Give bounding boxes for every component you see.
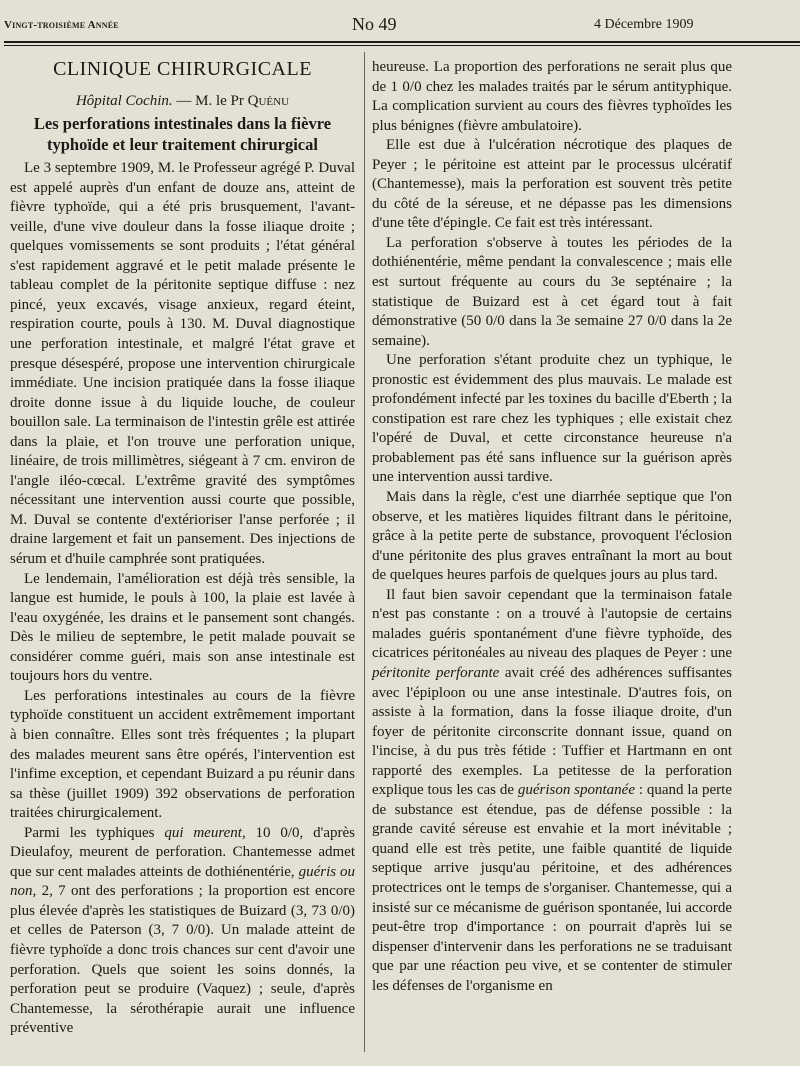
text-run: : quand la perte de substance est étendue, pas de défense possible : la grande cavité séreuse est envahie et la mort inévitable ; quand elle est très petite, une faible quantité de liquide septique arrive jusqu'au péritoine, et des adhérences protectrices ont le temps de s'organiser. Chantemesse, qui a insisté sur ce mécanisme de guérison spontanée, lui accorde peut-être trop d'importance : on pourrait d'après lui se dispenser d'intervenir dans les perforations ne se traduisant que par une réaction peu vive, et se contenter de stimuler les défenses de l'organisme en: [372, 782, 732, 994]
byline: [10, 92, 355, 112]
paragraph: [372, 586, 732, 996]
text-run: avait créé des adhérences suffisantes avec l'épiploon ou une anse intestinale. D'autres fois, on assiste à la formation, dans la fosse iliaque droite, d'un foyer de péritonite circonscrite donnant issue, quand on l'incise, à du pus très fétide : Tuffier et Hartmann en ont rapporté des exemples. La petitesse de la perforation explique tous les cas de: [372, 664, 732, 799]
issue-number: No 49: [352, 14, 397, 34]
byline-author: Quénu: [247, 92, 290, 109]
paragraph: Le lendemain, l'amélioration est déjà très sensible, la langue est humide, le pouls à 100, la plaie est lavée à l'eau oxygénée, les drains et le pansement sont changés. Dès le milieu de septembre, le petit malade pouvait se considérer comme guéri, mais son anse intestinale est toujours hors du ventre.: [10, 570, 355, 685]
header-rule-thick: [4, 41, 800, 43]
italic-text: guéris ou non: [10, 863, 355, 900]
paragraph: Elle est due à l'ulcération nécrotique des plaques de Peyer ; le péritoine est atteint par le processus ulcératif (Chantemesse), mais la perforation est souvent très petite du côté de la séreuse, et ne dépasse pas les dimensions d'une tête d'épingle. Ce fait est très intéressant.: [372, 137, 732, 232]
section-title: CLINIQUE CHIRURGICALE: [53, 58, 312, 80]
volume-label: Vingt-troisième Année: [4, 19, 119, 31]
column-separator: [364, 52, 365, 1052]
italic-text: qui meurent: [164, 824, 242, 841]
italic-text: guérison spontanée: [517, 782, 635, 799]
text-run: , 10 0/0, d'après Dieulafoy, meurent de perforation. Chantemesse admet que sur cent malades atteints de dothiénentérie,: [10, 824, 355, 880]
paragraph: La perforation s'observe à toutes les périodes de la dothiénentérie, même pendant la convalescence ; mais elle est surtout fréquente au cours du 3e septénaire ; la statistique de Buizard est à cet égard tout à fait démonstrative (50 0/0 dans la 3e semaine 27 0/0 dans la 2e semaine).: [372, 234, 732, 349]
paragraph: Mais dans la règle, c'est une diarrhée septique que l'on observe, et les matières liquides filtrant dans le péritoine, grâce à la petite perte de substance, provoquent l'éclosion d'une péritonite des plus graves entraînant la mort au bout de quelques heures parfois de quelques jours au plus tard.: [372, 489, 732, 584]
text-run: Il faut bien savoir cependant que la terminaison fatale n'est pas constante : on a trouvé à l'autopsie de certains malades guéris spontanément d'une fièvre typhoïde, des cicatrices péritonéales au niveau des plaques de Peyer : une: [372, 586, 732, 662]
left-column: [10, 58, 355, 1039]
header-rule-thin: [4, 45, 800, 46]
byline-place: Hôpital Cochin.: [75, 92, 173, 109]
byline-dash: — M. le Pr: [172, 92, 248, 109]
page-header: [0, 0, 800, 46]
paragraph: Les perforations intestinales au cours de la fièvre typhoïde constituent un accident extrêmement important à bien connaître. Elles sont très fréquentes ; la plupart des malades meurent sans être opérés, l'intervention est l'infime exception, et cependant Buizard a pu réunir dans sa thèse (juillet 1909) 392 observations de perforation traitées chirurgicalement.: [10, 687, 355, 822]
text-run: Parmi les typhiques: [24, 824, 165, 841]
paragraph: [10, 824, 355, 1039]
italic-text: péritonite perforante: [372, 664, 500, 681]
article-title: Les perforations intestinales dans la fièvre typhoïde et leur traitement chirurgical: [33, 114, 332, 155]
paragraph: Une perforation s'étant produite chez un typhique, le pronostic est évidemment des plus mauvais. Le malade est profondément infecté par les toxines du bacille d'Eberth ; la constipation est rare chez les typhiques ; elle existait chez l'opéré de Duval, et cette circonstance heureuse n'a probablement pas été sans influence sur la guérison après une intervention aussi tardive.: [372, 352, 732, 486]
right-column: [372, 58, 732, 996]
issue-date: 4 Décembre 1909: [594, 17, 694, 32]
text-run: , 2, 7 ont des perforations ; la proportion est encore plus élevée d'après les statistiques de Buizard (3, 73 0/0) et celles de Paterson (3, 7 0/0). Un malade atteint de fièvre typhoïde a donc trois chances sur cent d'avoir une perforation. Quels que soient les soins donnés, la perforation peut se produire (Vaquez) ; seule, d'après Chantemesse, la sérothérapie aurait une influence préventive: [10, 883, 355, 1037]
paragraph: Le 3 septembre 1909, M. le Professeur agrégé P. Duval est appelé auprès d'un enfant de douze ans, atteint de fièvre typhoïde, qui a été pris brusquement, l'avant-veille, d'une vive douleur dans la fosse iliaque droite ; quelques vomissements se sont produits ; l'état général s'est rapidement aggravé et le petit malade présente le tableau complet de la péritonite septique diffuse : nez pincé, yeux excavés, visage anxieux, regard éteint, respiration courte, pouls à 130. M. Duval diagnostique une perforation intestinale, et malgré l'état grave et presque désespéré, propose une intervention chirurgicale immédiate. Une incision pratiquée dans la fosse iliaque droite donne issue à du liquide louche, de couleur bouillon sale. La terminaison de l'intestin grêle est attirée dans la plaie, et l'on trouve une perforation unique, linéaire, de trois millimètres, siégeant à 7 cm. environ de l'angle iléo-cœcal. L'extrême gravité des symptômes nécessitant une intervention aussi courte que possible, M. Duval se contente d'extérioriser l'anse perforée ; il draine largement et fait un pansement. Des injections de sérum et d'huile camphrée sont pratiquées.: [10, 160, 355, 568]
paragraph: heureuse. La proportion des perforations ne serait plus que de 1 0/0 chez les malades traités par le sérum antityphique. La complication survient au cours des fièvres typhoïdes les plus bénignes (fièvre ambulatoire).: [372, 59, 732, 134]
